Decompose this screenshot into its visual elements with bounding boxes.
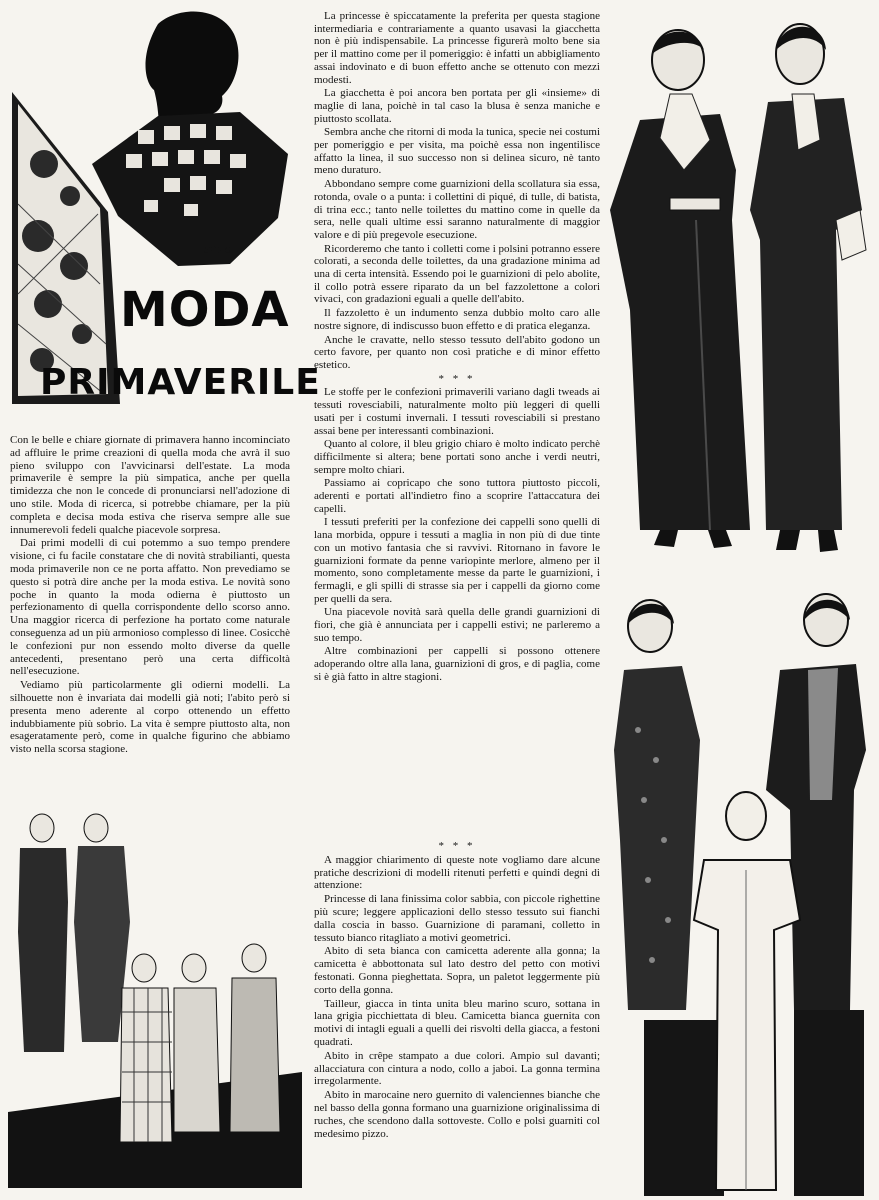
paragraph: Quanto al colore, il bleu grigio chiaro è molto indicato perchè difficilmente si altera; bene portati sono anche i verdi neutri, sempre molto chiari.: [314, 438, 600, 476]
paragraph: Il fazzoletto è un indumento senza dubbio molto caro alle nostre signore, di indiscusso buon effetto e di pratica eleganza.: [314, 307, 600, 332]
section-separator: * * *: [438, 372, 476, 385]
page-title-line-1: MODA: [120, 282, 290, 338]
paragraph: Le stoffe per le confezioni primaverili variano dagli tweads ai tessuti rovesciabili, naturalmente molto più leggeri di quelli usati per i costumi invernali. I tessuti rovesciabili si prestano assai bene per interessanti combinazioni.: [314, 386, 600, 437]
article-column-middle-bottom: [314, 840, 600, 1141]
paragraph: Tailleur, giacca in tinta unita bleu marino scuro, sottana in lana grigia picchiettata di bleu. Camicetta bianca guernita con motivi di intagli eguali a quelli dei risvolti della giacca, a festoni quadrati.: [314, 997, 600, 1048]
article-column-left: [10, 434, 290, 757]
paragraph: Passiamo ai copricapo che sono tuttora piuttosto piccoli, aderenti e portati all'indietro fino a scoprire l'attaccatura dei capelli.: [314, 477, 600, 515]
paragraph: Sembra anche che ritorni di moda la tunica, specie nei costumi per pomeriggio e per visita, ma poichè essa non ingentilisce affatto la linea, il suo successo non si delinea sicuro, nè tanto meno duraturo.: [314, 126, 600, 177]
artist-signature: STEFO: [204, 245, 231, 255]
paragraph: La princesse è spiccatamente la preferita per questa stagione intermediaria e contrariamente a quanto usavasi la giacchetta non è più indispensabile. La princesse figurerà molto bene sia per il mattino come per il pomeriggio: è infatti un abbigliamento assai indovinato e di buon effetto anche se ottenuto con mezzi modesti.: [314, 10, 600, 86]
page-title-line-2: PRIMAVERILE: [40, 362, 321, 403]
paragraph: I tessuti preferiti per la confezione dei cappelli sono quelli di lana morbida, oppure i tessuti a maglia in non più di due tinte con un motivo fantasia che si ravvivi. Ritornano in favore le guarnizioni formate da penne variopinte merlore, almeno per il momento, sono completamente messe da parte le guarnizioni, i fermagli, e gli spilli di strasse sia per i cappelli da giorno come per quelli da sera.: [314, 516, 600, 605]
section-separator: * * *: [438, 840, 476, 852]
paragraph: Abito in marocaine nero guernito di valenciennes bianche che nel basso della gonna formano una guarnizione originalissima di ruches, che scendono dalla sottoveste. Collo e polsi guarniti col medesimo pizzo.: [314, 1089, 600, 1140]
paragraph: Abito di seta bianca con camicetta aderente alla gonna; la camicetta è abbottonata sul lato destro del petto con motivi festonati. Gonna pieghettata. Sopra, un paletot leggermente più corto della gonna.: [314, 945, 600, 996]
paragraph: Ricorderemo che tanto i colletti come i polsini potranno essere colorati, a seconda delle toilettes, da una gradazione minima ad una di certa intensità. Essendo poi le guarnizioni di pelo abolite, il collo potrà essere riparato da un bel fazzolettone a colori vivaci, con gradazioni eguali a quelle dell'abito.: [314, 242, 600, 306]
paragraph: Con le belle e chiare giornate di primavera hanno incominciato ad affluire le prime creazioni di quella moda che avrà il suo pieno sviluppo con l'avvicinarsi dell'estate. La moda primaverile è sempre la più simpatica, anche per quella timidezza che non le concede di pronunciarsi nell'adozione di uno stile. Moda di ricerca, si potrebbe chiamare, per la più completa e decisa moda estiva che riserva sempre alle sue innumerevoli fedeli qualche piacevole sorpresa.: [10, 434, 290, 536]
fashion-illustration-three-women: [604, 590, 876, 1196]
fashion-illustration-two-women: [600, 10, 872, 560]
article-column-middle-top: [314, 10, 600, 685]
fashion-illustration-five-women: [8, 812, 302, 1188]
paragraph: Dai primi modelli di cui potemmo a suo tempo prendere visione, ci fu facile constatare che di novità strabilianti, questa moda primaverile non ce ne porta affatto. Non prevediamo se questo si potrà dire anche per la moda estiva. Le novità sono poche in quanto la moda odierna è piuttosto un perfezionamento di quella corrispondente dello scorso anno. Una maggior ricerca di perfezione ha portato come naturale conseguenza ad un più armonioso complesso di linee. Cosicchè le confezioni pur non essendo molto diverse da quelle antecedenti, presentano però una certa difficoltà nell'esecuzione.: [10, 537, 290, 678]
paragraph: Abito in crêpe stampato a due colori. Ampio sul davanti; allacciatura con cintura a nodo, collo a jaboi. La gonna termina irregolarmente.: [314, 1049, 600, 1088]
scarf-illustration: [8, 4, 292, 416]
paragraph: La giacchetta è poi ancora ben portata per gli «insieme» di maglie di lana, poichè in tal caso la blusa è senza maniche e piuttosto scollata.: [314, 87, 600, 125]
paragraph: Una piacevole novità sarà quella delle grandi guarnizioni di fiori, che già è annunciata per i cappelli estivi; ne parleremo a suo tempo.: [314, 606, 600, 644]
paragraph: Anche le cravatte, nello stesso tessuto dell'abito godono un certo favore, per quanto non così pratiche e di minor effetto estetico.: [314, 333, 600, 371]
paragraph: Princesse di lana finissima color sabbia, con piccole righettine più scure; leggere applicazioni dello stesso tessuto sui fianchi dalla coscia in basso. Guarnizione di paramani, colletto in tessuto bianco ritagliato a motivi geometrici.: [314, 893, 600, 944]
paragraph: A maggior chiarimento di queste note vogliamo dare alcune pratiche descrizioni di modelli ritenuti perfetti e quindi degni di attenzione:: [314, 853, 600, 892]
paragraph: Altre combinazioni per cappelli si possono ottenere adoperando oltre alla lana, guarnizioni di gros, e di paglia, come si è già fatto in altre stagioni.: [314, 645, 600, 683]
paragraph: Vediamo più particolarmente gli odierni modelli. La silhouette non è invariata dai modelli già noti; l'abito però si presenta meno aderente al corpo ottenendo un effetto indubbiamente più sobrio. La vita è sempre piuttosto alta, non esageratamente però, come in qualche figurino che abbiamo visto nella scorsa stagione.: [10, 679, 290, 756]
paragraph: Abbondano sempre come guarnizioni della scollatura sia essa, rotonda, ovale o a punta: i collettini di piqué, di tulle, di batista, di trina ecc.; tanto nelle toilettes du mattino come in quelle da sera, nelle quali ultime essi saranno naturalmente di maggior valore e di più pregevole esecuzione.: [314, 178, 600, 241]
